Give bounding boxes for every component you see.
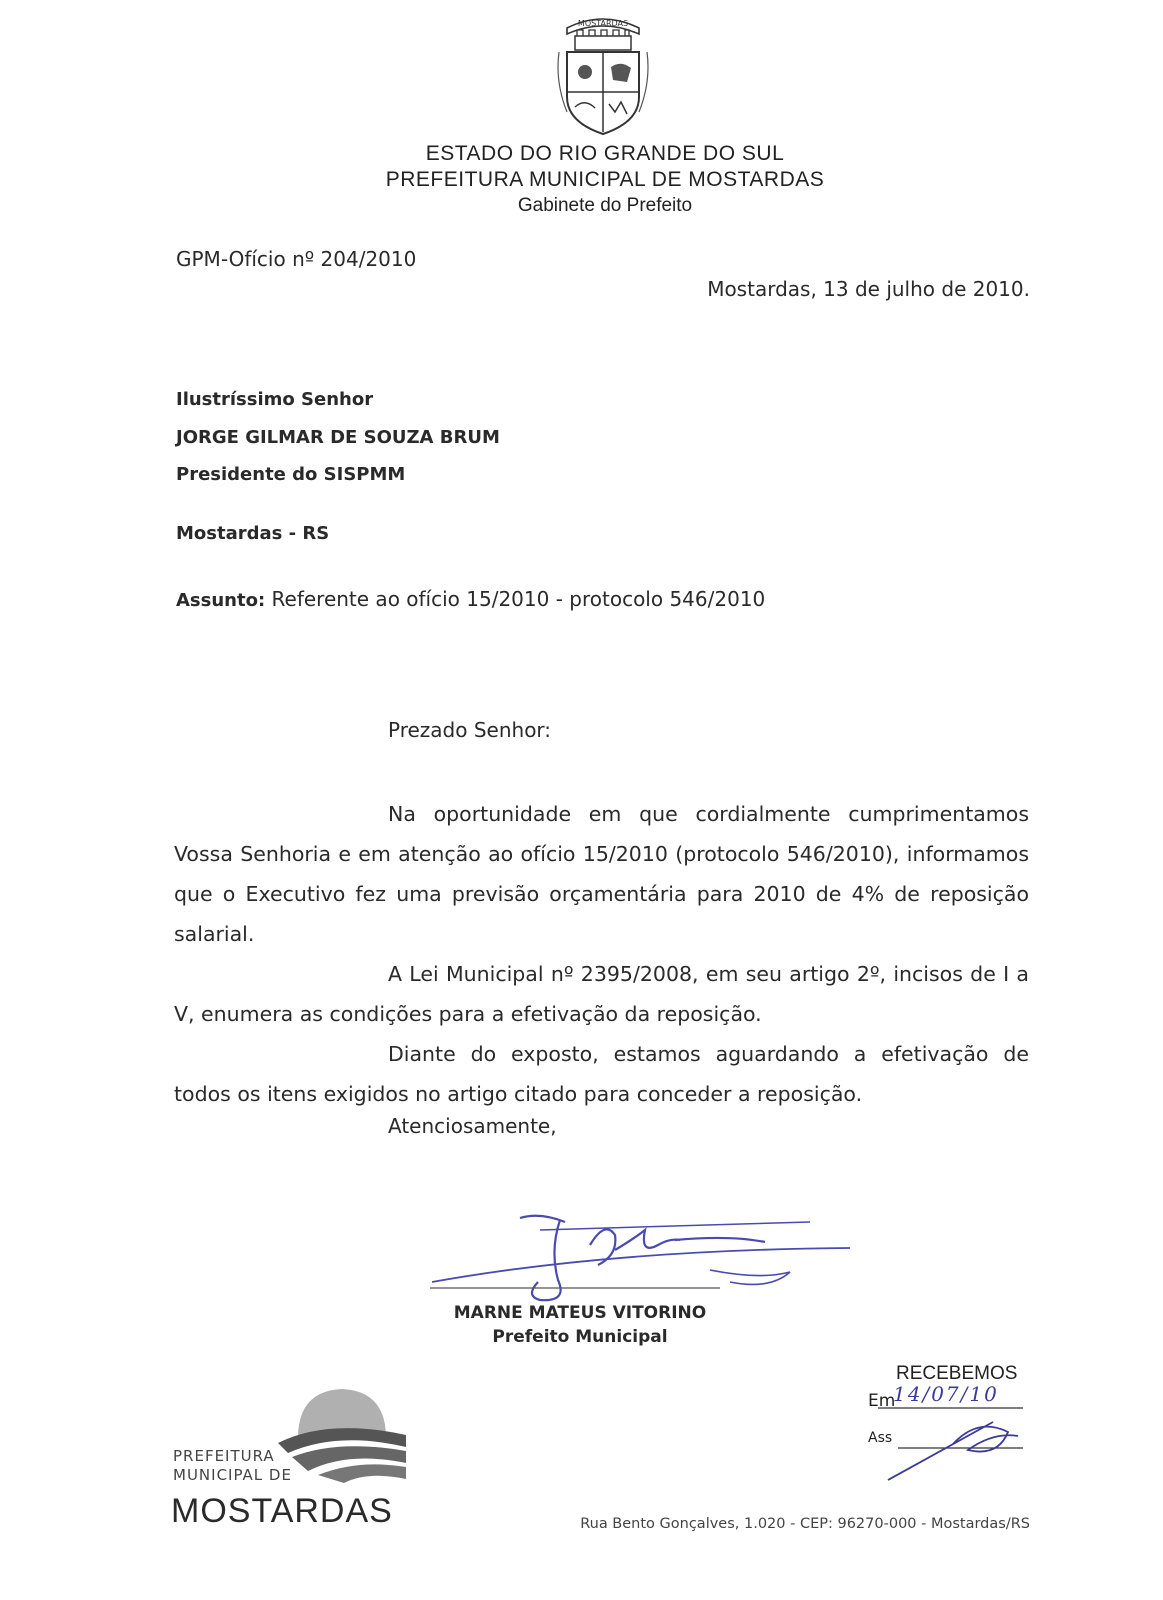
- body-paragraph: Diante do exposto, estamos aguardando a efetivação de todos os itens exigidos no artigo citado para conceder a reposição.: [174, 1042, 1029, 1106]
- municipal-logo-icon: [278, 1383, 406, 1483]
- logo-line-3: MOSTARDAS: [171, 1492, 393, 1530]
- addressee-salutation: Ilustríssimo Senhor: [176, 389, 374, 410]
- addressee-name: JORGE GILMAR DE SOUZA BRUM: [176, 427, 500, 448]
- body-paragraph: A Lei Municipal nº 2395/2008, em seu artigo 2º, incisos de I a V, enumera as condições para a efetivação da reposição.: [174, 962, 1029, 1026]
- reference-number: GPM-Ofício nº 204/2010: [176, 247, 417, 271]
- signatory-name: MARNE MATEUS VITORINO: [453, 1303, 707, 1323]
- greeting: Prezado Senhor:: [388, 718, 552, 742]
- body-paragraph: Na oportunidade em que cordialmente cumprimentamos Vossa Senhoria e em atenção ao ofício 15/2010 (protocolo 546/2010), informamos que o Executivo fez uma previsão orçamentária para 2010 de 4% de reposição salarial.: [174, 802, 1029, 946]
- letter-body: [174, 794, 1029, 1114]
- coat-of-arms-icon: [553, 12, 653, 137]
- addressee-role: Presidente do SISPMM: [176, 464, 406, 485]
- subject-label: Assunto:: [176, 590, 266, 611]
- addressee-location: Mostardas - RS: [176, 523, 330, 544]
- signatory-title: Prefeito Municipal: [492, 1327, 668, 1347]
- received-stamp-em-label: Em: [868, 1391, 896, 1411]
- logo-line-2: MUNICIPAL DE: [173, 1466, 292, 1484]
- subject-text: Referente ao ofício 15/2010 - protocolo 546/2010: [271, 587, 766, 611]
- crest-ribbon-text: MOSTARDAS: [577, 19, 629, 28]
- state-heading: ESTADO DO RIO GRANDE DO SUL: [425, 142, 785, 165]
- letter-date: Mostardas, 13 de julho de 2010.: [707, 277, 1030, 301]
- received-stamp-date: 14/07/10: [893, 1382, 999, 1406]
- footer-address: Rua Bento Gonçalves, 1.020 - CEP: 96270-000 - Mostardas/RS: [580, 1516, 1030, 1532]
- received-stamp-label: RECEBEMOS: [896, 1363, 1018, 1384]
- municipality-heading: PREFEITURA MUNICIPAL DE MOSTARDAS: [385, 168, 825, 191]
- closing: Atenciosamente,: [388, 1114, 557, 1138]
- logo-line-1: PREFEITURA: [173, 1447, 275, 1465]
- received-stamp-ass-label: Ass: [868, 1430, 893, 1446]
- received-stamp-marks: [858, 1362, 1058, 1482]
- subject-line: [176, 587, 765, 611]
- office-heading: Gabinete do Prefeito: [517, 195, 693, 216]
